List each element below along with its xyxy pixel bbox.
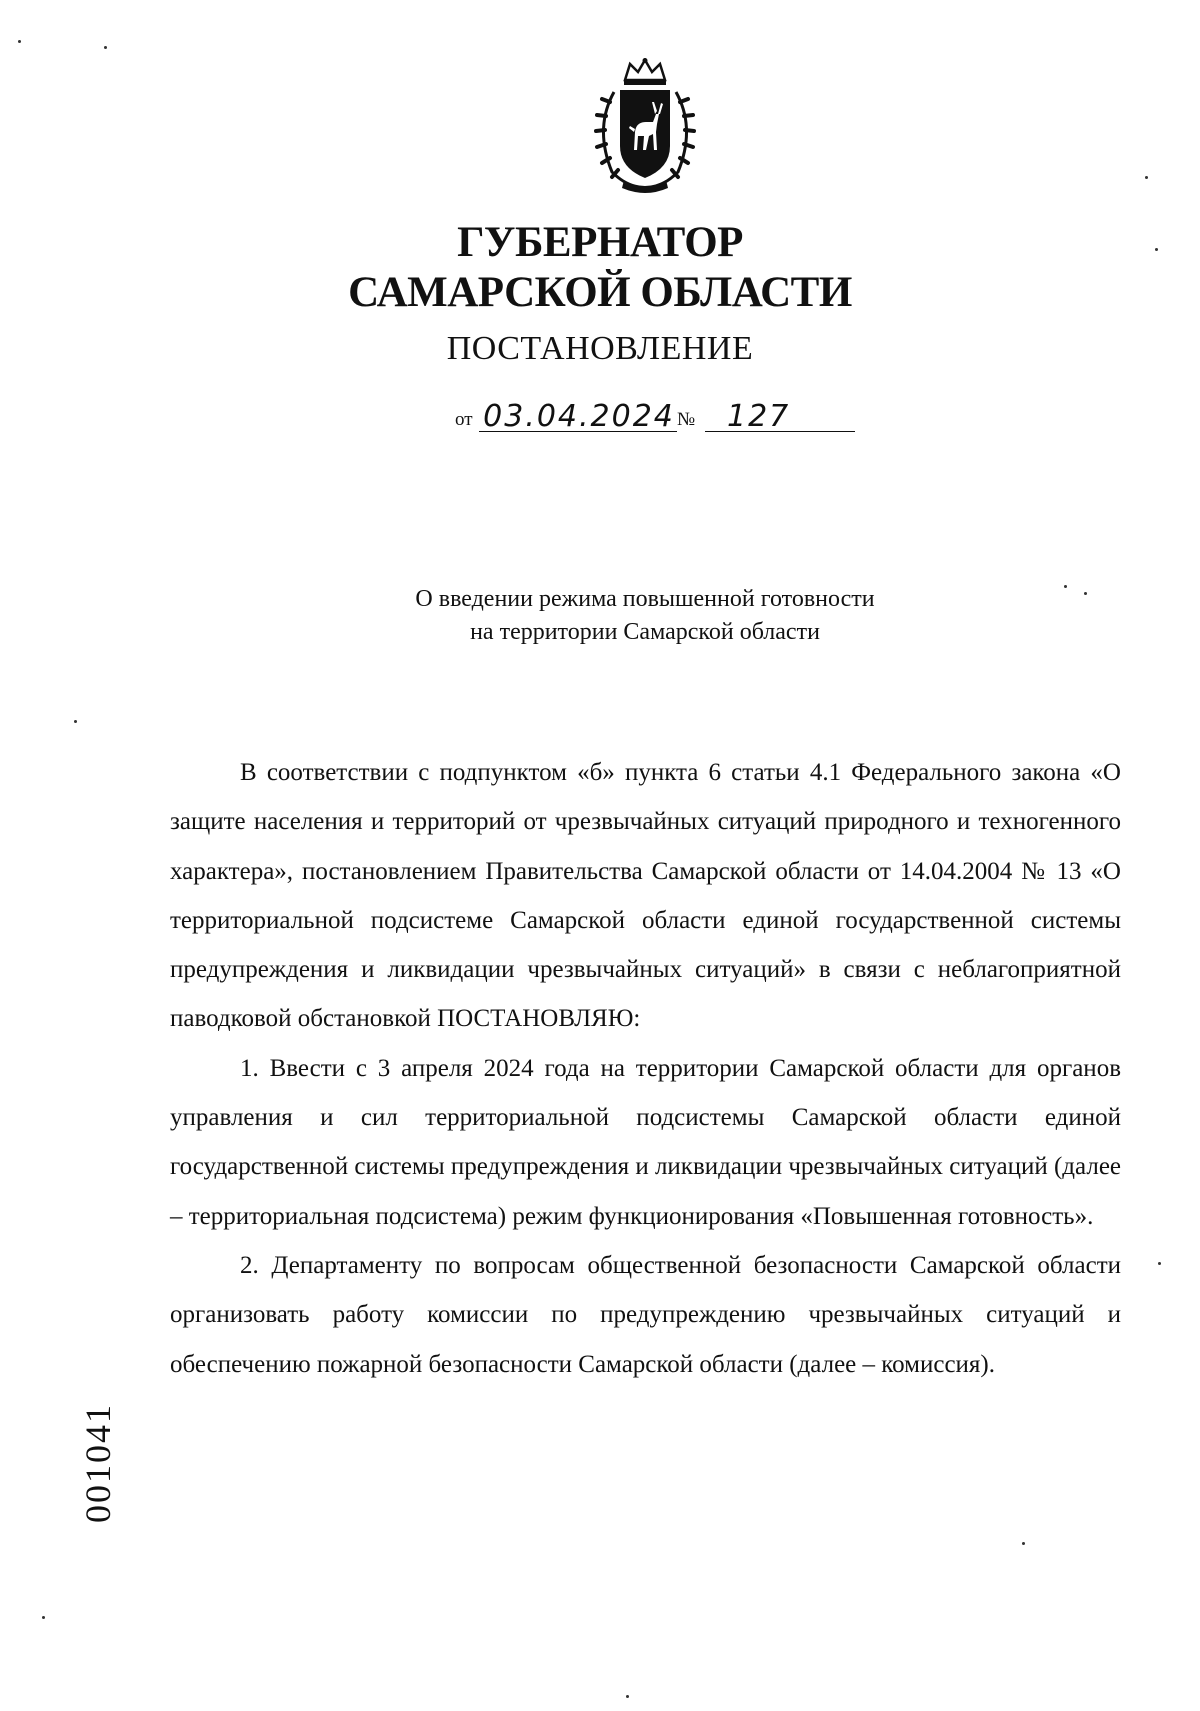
date-number-line [455,393,855,437]
scan-speck [1158,1262,1161,1265]
authority-region: САМАРСКОЙ ОБЛАСТИ [348,269,852,316]
issuing-authority [0,218,1200,318]
document-body [170,748,1121,1389]
scan-speck [42,1616,45,1619]
subject-line: на территории Самарской области [470,619,820,645]
number-label: № [677,409,696,430]
document-date: 03.04.2024 [483,399,675,434]
scan-speck [74,720,77,723]
document-number: 127 [727,399,791,434]
scan-speck [1084,592,1087,595]
sheet-number-text: 001041 [78,1403,118,1523]
clause-paragraph: 1. Ввести с 3 апреля 2024 года на территории Самарской области для органов управления и сил территориальной подсистемы Самарской области единой государственной системы предупреждения и ликвидации чрезвычайных ситуаций (далее – территориальная подсистема) режим функционирования «Повышенная готовность». [170,1054,1122,1230]
subject-line: О введении режима повышенной готовности [415,586,875,612]
scan-speck [104,46,107,49]
sheet-number [78,1403,118,1523]
authority-title: ГУБЕРНАТОР [457,219,743,266]
document-type: ПОСТАНОВЛЕНИЕ [446,330,754,367]
clause-paragraph: 2. Департаменту по вопросам общественной безопасности Самарской области организовать работу комиссии по предупреждению чрезвычайных ситуаций и обеспечению пожарной безопасности Самарской области (далее – комиссия). [170,1251,1121,1378]
scan-speck [1064,585,1067,588]
scan-speck [626,1695,629,1698]
scan-speck [1022,1542,1025,1545]
document-subject [0,583,1200,649]
coat-of-arms-icon [580,58,710,196]
preamble-paragraph: В соответствии с подпунктом «б» пункта 6 статьи 4.1 Федерального закона «О защите населения и территорий от чрезвычайных ситуаций природного и техногенного характера», постановлением Правительства Самарской области от 14.04.2004 № 13 «О территориальной подсистеме Самарской области единой государственной системы предупреждения и ликвидации чрезвычайных ситуаций» в связи с неблагоприятной паводковой обстановкой ПОСТАНОВЛЯЮ: [170,759,1121,1033]
date-prefix: от [455,409,473,430]
scan-speck [1145,176,1148,179]
scan-speck [18,40,21,43]
scan-speck [1155,248,1158,251]
